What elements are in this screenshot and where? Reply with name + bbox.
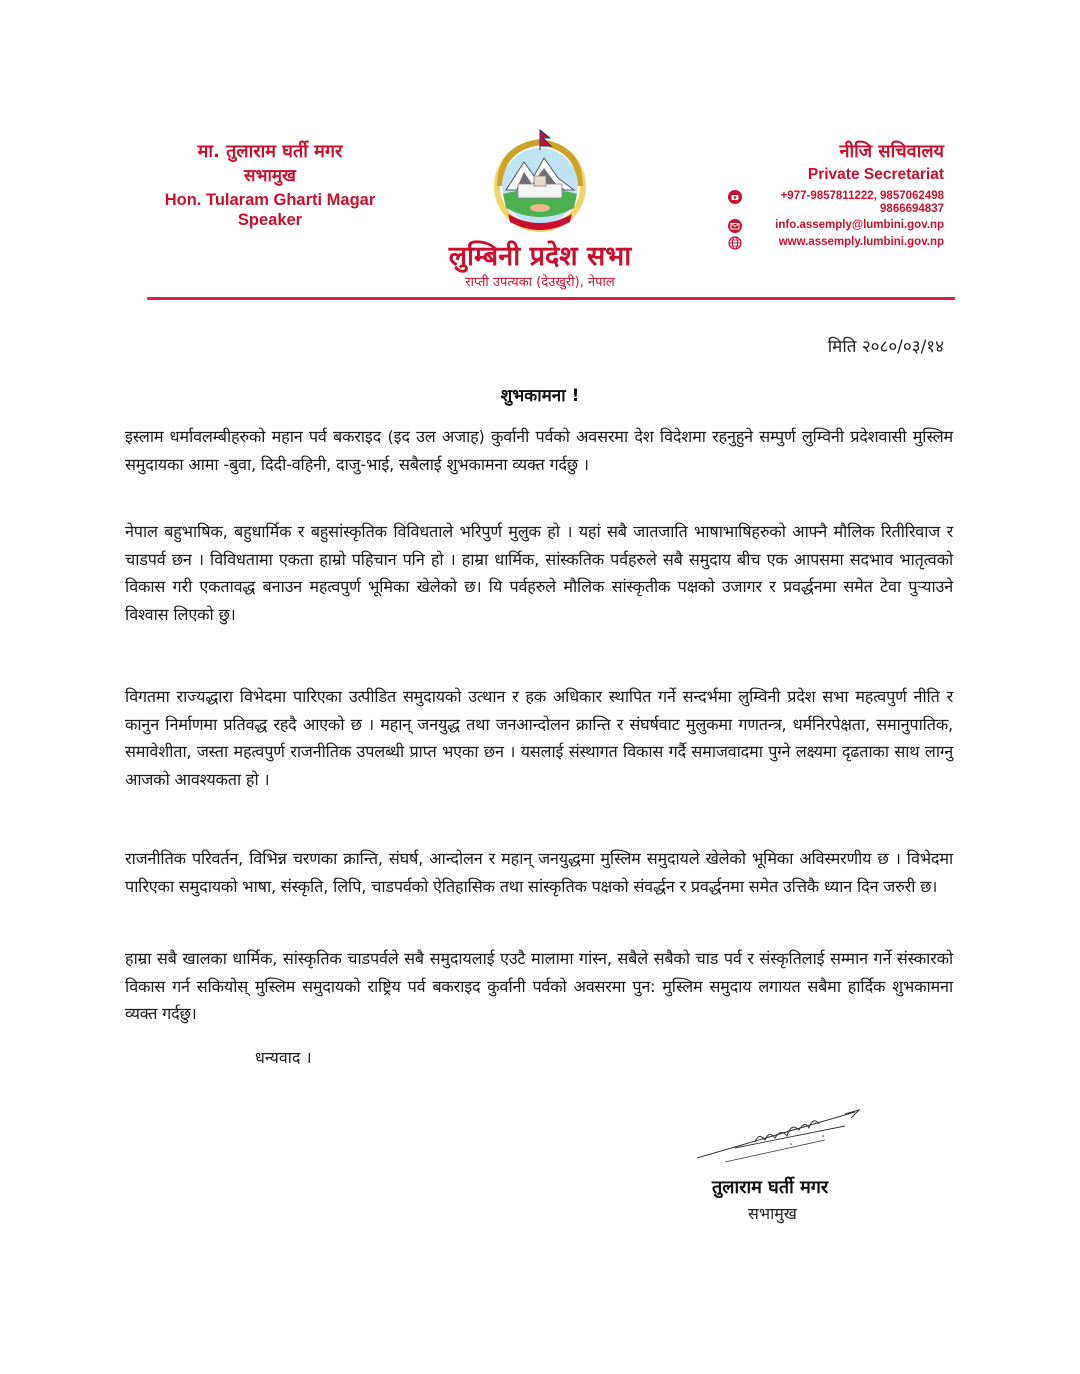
signatory-title: सभामुख: [748, 1204, 797, 1223]
secretariat-block: [728, 140, 944, 250]
email-icon: [728, 219, 742, 233]
assembly-name: लुम्बिनी प्रदेश सभा: [448, 241, 632, 272]
paragraph: हाम्रा सबै खालका धार्मिक, सांस्कृतिक चाडपर्वले सबै समुदायलाई एउटै मालामा गांस्न, सबैले सबैको चाड पर्व र संस्कृतिलाई सम्मान गर्ने संस्कारको विकास गर्न सकियोस् मुस्लिम समुदायको राष्ट्रिय पर्व बकराइद कुर्वानी पर्वको अवसरमा पुन: मुस्लिम समुदाय लगायत सबैमा हार्दिक शुभकामना व्यक्त गर्दछु।: [125, 949, 953, 1023]
assembly-block: [410, 128, 670, 292]
speaker-name-nepali: मा. तुलाराम घर्ती मगर: [197, 141, 343, 162]
office-name-nepali: नीजि सचिवालय: [839, 141, 944, 162]
paragraph: इस्लाम धर्मावलम्बीहरुको महान पर्व बकराइद (इद उल अजाह) कुर्वानी पर्वको अवसरमा देश विदेशमा रहनुहुने सम्पुर्ण लुम्विनी प्रदेशवासी मुस्लिम समुदायका आमा -बुवा, दिदी-वहिनी, दाजु-भाई, सबैलाई शुभकामना व्यक्त गर्दछु ।: [125, 427, 953, 474]
letter-title: शुभकामना !: [500, 386, 580, 406]
phone-row: [728, 190, 944, 216]
phone-icon: [728, 190, 742, 204]
paragraph: राजनीतिक परिवर्तन, विभिन्न चरणका क्रान्ति, संघर्ष, आन्दोलन र महान् जनयुद्धमा मुस्लिम समुदायले खेलेको भूमिका अविस्मरणीय छ । विभेदमा पारिएका समुदायको भाषा, संस्कृति, लिपि, चाडपर्वको ऐतिहासिक तथा सांस्कृतिक पक्षको संवर्द्धन र प्रवर्द्धनमा समेत उत्तिकै ध्यान दिन जरुरी छ।: [125, 849, 953, 896]
speaker-name-english: Hon. Tularam Gharti Magar: [164, 191, 376, 209]
phone-numbers: +977-9857811222, 9857062498: [780, 190, 944, 202]
speaker-title-english: Speaker: [237, 211, 303, 229]
email-link[interactable]: info.assemply@lumbini.gov.np: [775, 219, 944, 231]
speaker-title-nepali: सभामुख: [244, 166, 296, 186]
signature-icon: [695, 1100, 875, 1170]
paragraph: नेपाल बहुभाषिक, बहुधार्मिक र बहुसांस्कृतिक विविधताले भरिपुर्ण मुलुक हो । यहां सबै जातजाति भाषाभाषिहरुको आफ्नै मौलिक रितीरिवाज र चाडपर्व छन । विविधतामा एकता हाम्रो पहिचान पनि हो । हाम्रा धार्मिक, सांस्कतिक पर्वहरुले सबै समुदाय बीच एक आपसमा सदभाव भातृत्वको विकास गरी एकतावद्ध बनाउन महत्वपुर्ण भूमिका खेलेको छ। यि पर्वहरुले मौलिक सांस्कृतीक पक्षको उजागर र प्रवर्द्धनमा समेत टेवा पुर्‍याउने विश्वास लिएको छु।: [125, 522, 953, 624]
speaker-block: [140, 140, 400, 230]
closing-thanks: धन्यवाद ।: [255, 1048, 312, 1067]
letter-date: मिति २०८०/०३/१४: [827, 337, 944, 357]
office-name-english: Private Secretariat: [807, 166, 944, 183]
paragraph: विगतमा राज्यद्धारा विभेदमा पारिएका उत्पीडित समुदायको उत्थान र हक अधिकार स्थापित गर्ने सन्दर्भमा लुम्विनी प्रदेश सभा महत्वपुर्ण नीति र कानुन निर्माणमा प्रतिवद्ध रहदै आएको छ । महान् जनयुद्ध तथा जनआन्दोलन क्रान्ति र संघर्षवाट मुलुकमा गणतन्त्र, धर्मनिरपेक्षता, समानुपातिक, समावेशीता, जस्ता महत्वपुर्ण राजनीतिक उपलब्धी प्राप्त भएका छन । यसलाई संस्थागत विकास गर्दै समाजवादमा पुग्ने लक्ष्यमा दृढताका साथ लाग्नु आजको आवश्यकता हो ।: [125, 687, 953, 789]
assembly-location: राप्ती उपत्यका (देउखुरी), नेपाल: [465, 275, 615, 290]
website-row: [728, 236, 944, 250]
header-divider: [147, 297, 955, 300]
signatory-name: तुलाराम घर्ती मगर: [712, 1177, 829, 1198]
assembly-emblem-icon: [486, 128, 594, 236]
globe-icon: [728, 236, 742, 250]
website-link[interactable]: www.assemply.lumbini.gov.np: [778, 236, 944, 248]
email-row: [728, 219, 944, 233]
phone-numbers-extra: 9866694837: [880, 203, 944, 215]
